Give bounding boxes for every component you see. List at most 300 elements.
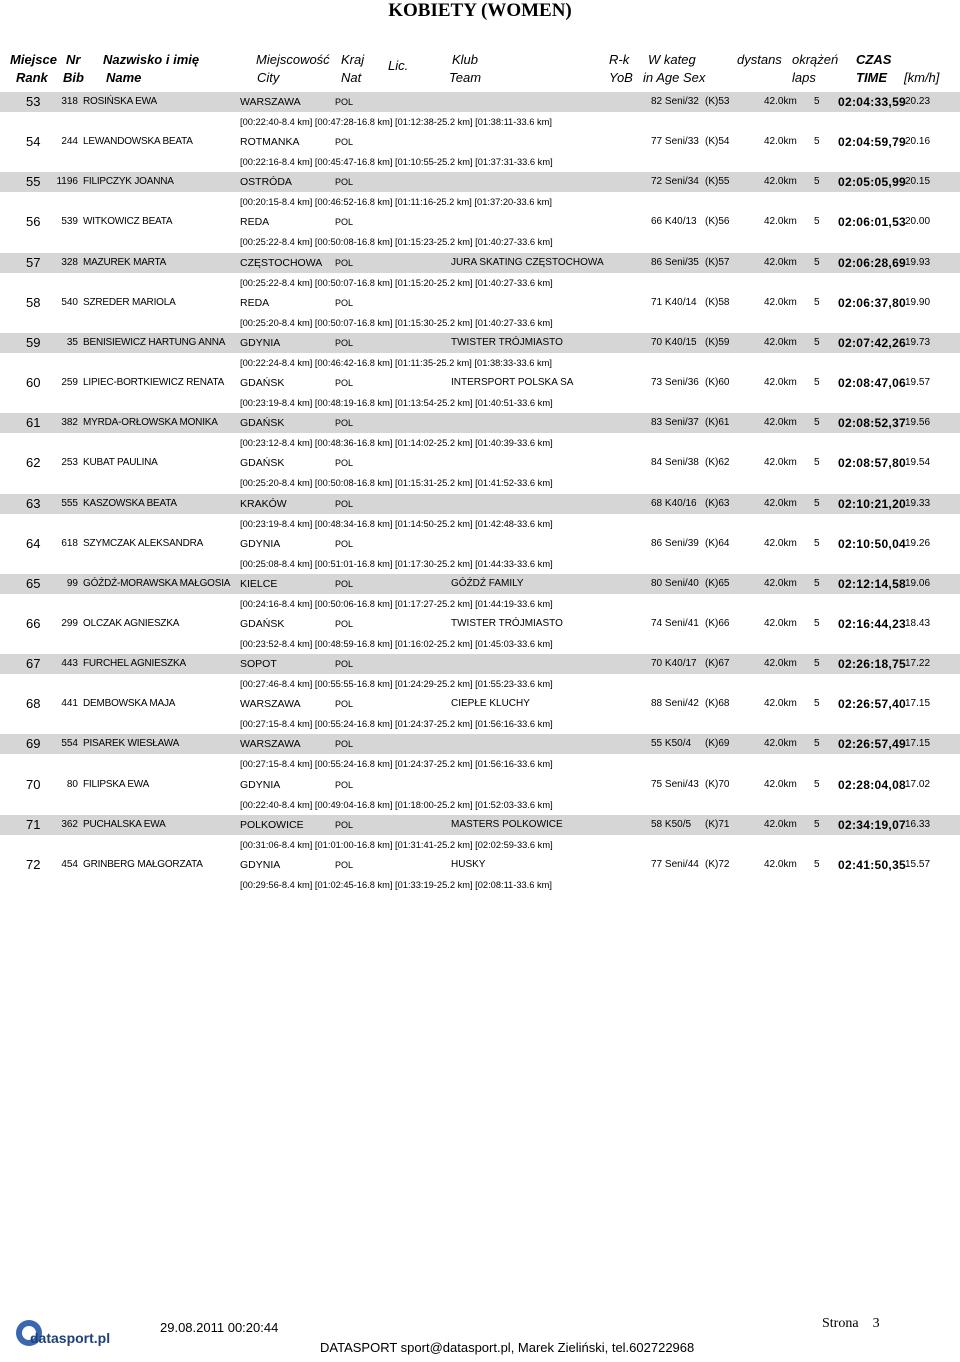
col-rank: Rank: [16, 70, 48, 85]
cell-splits: [00:23:52-8.4 km] [00:48:59-16.8 km] [01:16:02-25.2 km] [01:45:03-33.6 km]: [240, 638, 553, 649]
cell-splits: [00:25:22-8.4 km] [00:50:07-16.8 km] [01:15:20-25.2 km] [01:40:27-33.6 km]: [240, 277, 553, 288]
cell-dist: 42.0km: [764, 377, 797, 389]
cell-nat: POL: [335, 659, 354, 670]
cell-nat: POL: [335, 217, 354, 228]
cell-nat: POL: [335, 337, 354, 348]
cell-laps: 5: [814, 698, 820, 710]
cell-bib: 253: [61, 457, 78, 469]
cell-name: OLCZAK AGNIESZKA: [83, 617, 180, 629]
cell-city: GDAŃSK: [240, 417, 285, 430]
cell-laps: 5: [814, 577, 820, 589]
cell-rank: 54: [26, 134, 41, 150]
cell-nat: POL: [335, 739, 354, 750]
cell-time: 02:10:21,20: [838, 496, 907, 511]
cell-rank: 61: [26, 415, 41, 431]
table-row: [0, 694, 960, 734]
col-time: TIME: [856, 70, 888, 85]
cell-rank: 55: [26, 174, 41, 190]
cell-rank: 53: [26, 94, 41, 109]
cell-nat: POL: [335, 699, 354, 710]
cell-place: (K)58: [705, 296, 730, 308]
cell-dist: 42.0km: [764, 336, 797, 348]
cell-dist: 42.0km: [764, 738, 797, 750]
cell-rank: 56: [26, 214, 41, 230]
cell-name: SZYMCZAK ALEKSANDRA: [83, 537, 204, 549]
page-footer: [0, 1300, 960, 1362]
cell-speed: 20.23: [905, 96, 931, 107]
cell-laps: 5: [814, 778, 820, 790]
cell-splits: [00:25:08-8.4 km] [00:51:01-16.8 km] [01:17:30-25.2 km] [01:44:33-33.6 km]: [240, 558, 553, 569]
cell-nat: POL: [335, 779, 354, 790]
col-rk: R-k: [609, 52, 630, 67]
cell-name: MYRDA-ORŁOWSKA MONIKA: [83, 417, 218, 429]
table-row: [0, 453, 960, 493]
col-bib: Bib: [63, 70, 84, 85]
cell-laps: 5: [814, 377, 820, 389]
cell-nat: POL: [335, 257, 354, 268]
cell-rank: 60: [26, 375, 41, 391]
cell-city: KRAKÓW: [240, 497, 287, 510]
col-name: Name: [106, 70, 142, 85]
cell-nat: POL: [335, 137, 354, 148]
cell-bib: 362: [61, 818, 78, 830]
cell-place: (K)57: [705, 256, 730, 268]
cell-dist: 42.0km: [764, 778, 797, 790]
col-nazwisko: Nazwisko i imię: [103, 52, 200, 67]
table-row: [0, 855, 960, 895]
cell-dist: 42.0km: [764, 96, 797, 107]
cell-bib: 244: [61, 136, 78, 148]
cell-team: CIEPŁE KLUCHY: [451, 698, 530, 710]
cell-name: LEWANDOWSKA BEATA: [83, 136, 193, 148]
cell-laps: 5: [814, 658, 820, 670]
cell-cat: 82 Seni/32: [651, 96, 699, 107]
cell-nat: POL: [335, 378, 354, 389]
cell-place: (K)69: [705, 738, 730, 750]
cell-city: GDYNIA: [240, 778, 281, 791]
col-kmh: [km/h]: [904, 70, 940, 85]
col-city: City: [257, 70, 280, 85]
cell-city: CZĘSTOCHOWA: [240, 256, 323, 269]
cell-name: LIPIEC-BORTKIEWICZ RENATA: [83, 377, 225, 389]
table-row: [0, 212, 960, 252]
cell-bib: 454: [61, 858, 78, 870]
table-row: [0, 132, 960, 172]
cell-nat: POL: [335, 819, 354, 830]
cell-cat: 74 Seni/41: [651, 617, 699, 629]
cell-place: (K)71: [705, 818, 730, 830]
cell-dist: 42.0km: [764, 216, 797, 228]
cell-speed: 17.15: [905, 698, 931, 710]
cell-city: GDYNIA: [240, 858, 281, 871]
cell-city: REDA: [240, 216, 270, 229]
cell-nat: POL: [335, 618, 354, 629]
cell-nat: POL: [335, 538, 354, 549]
cell-nat: POL: [335, 498, 354, 509]
cell-rank: 68: [26, 696, 41, 712]
cell-time: 02:08:57,80: [838, 456, 907, 471]
cell-laps: 5: [814, 537, 820, 549]
col-agesex: in Age Sex: [643, 70, 706, 85]
cell-speed: 20.16: [905, 136, 931, 148]
cell-place: (K)62: [705, 457, 730, 469]
cell-rank: 58: [26, 294, 41, 310]
col-team: Team: [449, 70, 482, 85]
cell-laps: 5: [814, 216, 820, 228]
table-row: [0, 253, 960, 293]
cell-cat: 70 K40/15: [651, 336, 697, 348]
cell-place: (K)55: [705, 176, 730, 188]
cell-time: 02:26:57,49: [838, 737, 907, 752]
col-wkateg: W kateg: [648, 52, 696, 67]
cell-cat: 84 Seni/38: [651, 457, 699, 469]
cell-bib: 618: [61, 537, 78, 549]
cell-team: TWISTER TRÓJMIASTO: [451, 336, 563, 348]
cell-laps: 5: [814, 858, 820, 870]
cell-time: 02:26:57,40: [838, 697, 907, 712]
cell-laps: 5: [814, 818, 820, 830]
cell-time: 02:16:44,23: [838, 616, 907, 631]
cell-splits: [00:25:22-8.4 km] [00:50:08-16.8 km] [01:15:23-25.2 km] [01:40:27-33.6 km]: [240, 237, 553, 248]
cell-bib: 540: [61, 296, 78, 308]
cell-bib: 35: [66, 336, 78, 348]
cell-speed: 17.02: [905, 778, 931, 790]
cell-place: (K)61: [705, 417, 730, 429]
table-row: [0, 413, 960, 453]
col-okrazen: okrążeń: [792, 52, 839, 67]
table-row: [0, 815, 960, 855]
cell-speed: 16.33: [905, 818, 931, 830]
cell-cat: 77 Seni/33: [651, 136, 699, 148]
cell-nat: POL: [335, 458, 354, 469]
col-klub: Klub: [452, 52, 479, 67]
cell-speed: 17.15: [905, 738, 931, 750]
cell-cat: 83 Seni/37: [651, 417, 699, 429]
cell-name: ROSIŃSKA EWA: [83, 96, 157, 107]
cell-speed: 19.73: [905, 336, 931, 348]
cell-speed: 19.57: [905, 377, 931, 389]
table-row: [0, 654, 960, 694]
page-indicator: [822, 1316, 880, 1332]
cell-laps: 5: [814, 497, 820, 509]
cell-place: (K)72: [705, 858, 730, 870]
cell-time: 02:10:50,04: [838, 536, 907, 551]
table-row: [0, 534, 960, 574]
cell-laps: 5: [814, 457, 820, 469]
cell-speed: 19.93: [905, 256, 931, 268]
contact-info: DATASPORT sport@datasport.pl, Marek Zieliński, tel.602722968: [320, 1340, 695, 1355]
cell-rank: 67: [26, 656, 41, 672]
col-laps: laps: [792, 70, 816, 85]
cell-cat: 58 K50/5: [651, 818, 692, 830]
cell-dist: 42.0km: [764, 698, 797, 710]
cell-nat: POL: [335, 97, 354, 107]
page-label: Strona: [822, 1316, 859, 1331]
cell-cat: 73 Seni/36: [651, 377, 699, 389]
cell-place: (K)67: [705, 658, 730, 670]
cell-time: 02:08:47,06: [838, 376, 907, 391]
cell-laps: 5: [814, 336, 820, 348]
cell-city: OSTRÓDA: [240, 176, 292, 189]
cell-dist: 42.0km: [764, 577, 797, 589]
cell-bib: 1196: [56, 176, 78, 188]
cell-nat: POL: [335, 297, 354, 308]
cell-city: GDAŃSK: [240, 617, 285, 630]
cell-cat: 88 Seni/42: [651, 698, 699, 710]
cell-place: (K)70: [705, 778, 730, 790]
cell-time: 02:05:05,99: [838, 175, 907, 190]
cell-rank: 72: [26, 856, 41, 872]
cell-rank: 66: [26, 615, 41, 631]
table-row: [0, 574, 960, 614]
cell-splits: [00:31:06-8.4 km] [01:01:00-16.8 km] [01:31:41-25.2 km] [02:02:59-33.6 km]: [240, 839, 553, 850]
cell-name: GRINBERG MAŁGORZATA: [83, 858, 203, 870]
cell-name: DEMBOWSKA MAJA: [83, 698, 176, 710]
cell-name: PISAREK WIESŁAWA: [83, 738, 180, 750]
cell-city: GDAŃSK: [240, 457, 285, 470]
cell-splits: [00:25:20-8.4 km] [00:50:08-16.8 km] [01:15:31-25.2 km] [01:41:52-33.6 km]: [240, 478, 553, 489]
cell-city: ROTMANKA: [240, 136, 300, 149]
cell-splits: [00:23:19-8.4 km] [00:48:19-16.8 km] [01:13:54-25.2 km] [01:40:51-33.6 km]: [240, 398, 553, 409]
cell-time: 02:26:18,75: [838, 657, 907, 672]
cell-team: GÓŹDŹ FAMILY: [451, 577, 524, 589]
cell-dist: 42.0km: [764, 256, 797, 268]
cell-place: (K)60: [705, 377, 730, 389]
cell-splits: [00:23:19-8.4 km] [00:48:34-16.8 km] [01:14:50-25.2 km] [01:42:48-33.6 km]: [240, 518, 553, 529]
cell-bib: 382: [61, 417, 78, 429]
col-yob: YoB: [609, 70, 633, 85]
cell-splits: [00:25:20-8.4 km] [00:50:07-16.8 km] [01:15:30-25.2 km] [01:40:27-33.6 km]: [240, 317, 553, 328]
cell-dist: 42.0km: [764, 136, 797, 148]
cell-laps: 5: [814, 96, 820, 107]
cell-speed: 18.43: [905, 617, 931, 629]
cell-splits: [00:22:40-8.4 km] [00:49:04-16.8 km] [01:18:00-25.2 km] [01:52:03-33.6 km]: [240, 799, 553, 810]
cell-time: 02:28:04,08: [838, 777, 907, 792]
cell-splits: [00:27:15-8.4 km] [00:55:24-16.8 km] [01:24:37-25.2 km] [01:56:16-33.6 km]: [240, 719, 553, 730]
cell-rank: 57: [26, 254, 41, 270]
cell-place: (K)65: [705, 577, 730, 589]
col-nr: Nr: [66, 52, 81, 67]
cell-name: PUCHALSKA EWA: [83, 818, 166, 830]
cell-team: JURA SKATING CZĘSTOCHOWA: [451, 256, 604, 268]
table-row: [0, 775, 960, 815]
cell-dist: 42.0km: [764, 497, 797, 509]
cell-place: (K)64: [705, 537, 730, 549]
cell-name: FURCHEL AGNIESZKA: [83, 658, 186, 670]
cell-time: 02:04:59,79: [838, 135, 907, 150]
cell-bib: 441: [61, 698, 78, 710]
table-row: [0, 92, 960, 132]
table-row: [0, 373, 960, 413]
cell-nat: POL: [335, 177, 354, 188]
cell-dist: 42.0km: [764, 417, 797, 429]
cell-laps: 5: [814, 417, 820, 429]
cell-cat: 80 Seni/40: [651, 577, 699, 589]
page-title: KOBIETY (WOMEN): [388, 0, 572, 21]
cell-rank: 65: [26, 575, 41, 591]
cell-speed: 19.33: [905, 497, 931, 509]
print-timestamp: 29.08.2011 00:20:44: [160, 1320, 279, 1335]
col-lic: Lic.: [388, 58, 409, 73]
logo-text: datasport.pl: [30, 1330, 111, 1346]
col-dystans: dystans: [737, 52, 782, 67]
table-row: [0, 333, 960, 373]
cell-team: INTERSPORT POLSKA SA: [451, 377, 574, 389]
cell-speed: 19.54: [905, 457, 931, 469]
cell-time: 02:04:33,59: [838, 95, 907, 109]
cell-rank: 70: [26, 776, 41, 792]
cell-city: POLKOWICE: [240, 818, 304, 831]
cell-city: WARSZAWA: [240, 698, 301, 711]
cell-splits: [00:27:46-8.4 km] [00:55:55-16.8 km] [01:24:29-25.2 km] [01:55:23-33.6 km]: [240, 679, 553, 690]
cell-splits: [00:20:15-8.4 km] [00:46:52-16.8 km] [01:11:16-25.2 km] [01:37:20-33.6 km]: [240, 197, 552, 208]
cell-dist: 42.0km: [764, 296, 797, 308]
cell-rank: 69: [26, 736, 41, 752]
cell-cat: 77 Seni/44: [651, 858, 699, 870]
cell-time: 02:07:42,26: [838, 335, 907, 350]
cell-splits: [00:23:12-8.4 km] [00:48:36-16.8 km] [01:14:02-25.2 km] [01:40:39-33.6 km]: [240, 438, 553, 449]
cell-dist: 42.0km: [764, 858, 797, 870]
cell-place: (K)59: [705, 336, 730, 348]
cell-city: WARSZAWA: [240, 96, 301, 108]
cell-name: MAZUREK MARTA: [83, 256, 167, 268]
cell-laps: 5: [814, 617, 820, 629]
table-row: [0, 614, 960, 654]
cell-nat: POL: [335, 578, 354, 589]
cell-bib: 318: [61, 96, 78, 107]
cell-dist: 42.0km: [764, 658, 797, 670]
cell-team: MASTERS POLKOWICE: [451, 818, 563, 830]
cell-speed: 15.57: [905, 858, 931, 870]
cell-speed: 20.00: [905, 216, 931, 228]
cell-cat: 71 K40/14: [651, 296, 697, 308]
cell-bib: 99: [66, 577, 78, 589]
cell-bib: 328: [61, 256, 78, 268]
cell-place: (K)54: [705, 136, 730, 148]
cell-city: GDYNIA: [240, 537, 281, 550]
cell-splits: [00:29:56-8.4 km] [01:02:45-16.8 km] [01:33:19-25.2 km] [02:08:11-33.6 km]: [240, 879, 552, 890]
cell-bib: 539: [61, 216, 78, 228]
cell-rank: 63: [26, 495, 41, 511]
cell-bib: 259: [61, 377, 78, 389]
cell-time: 02:08:52,37: [838, 416, 907, 431]
cell-name: KASZOWSKA BEATA: [83, 497, 177, 509]
cell-cat: 72 Seni/34: [651, 176, 699, 188]
cell-cat: 75 Seni/43: [651, 778, 699, 790]
cell-rank: 62: [26, 455, 41, 471]
cell-time: 02:06:37,80: [838, 295, 907, 310]
cell-splits: [00:22:16-8.4 km] [00:45:47-16.8 km] [01:10:55-25.2 km] [01:37:31-33.6 km]: [240, 157, 553, 168]
cell-city: REDA: [240, 296, 270, 309]
cell-cat: 55 K50/4: [651, 738, 692, 750]
cell-laps: 5: [814, 738, 820, 750]
table-row: [0, 494, 960, 534]
page-number: 3: [872, 1316, 880, 1331]
cell-time: 02:06:01,53: [838, 215, 907, 230]
cell-rank: 64: [26, 535, 41, 551]
cell-name: WITKOWICZ BEATA: [83, 216, 173, 228]
cell-name: GÓŹDŹ-MORAWSKA MAŁGOSIA: [83, 577, 231, 589]
cell-speed: 19.56: [905, 417, 931, 429]
cell-place: (K)53: [705, 96, 730, 107]
cell-city: KIELCE: [240, 577, 278, 590]
cell-speed: 19.90: [905, 296, 931, 308]
cell-speed: 17.22: [905, 658, 931, 670]
cell-cat: 86 Seni/39: [651, 537, 699, 549]
cell-team: TWISTER TRÓJMIASTO: [451, 617, 563, 629]
cell-nat: POL: [335, 418, 354, 429]
cell-cat: 66 K40/13: [651, 216, 697, 228]
cell-bib: 555: [61, 497, 78, 509]
cell-team: HUSKY: [451, 858, 486, 870]
table-row: [0, 293, 960, 333]
cell-dist: 42.0km: [764, 176, 797, 188]
table-header: [0, 52, 960, 92]
cell-dist: 42.0km: [764, 818, 797, 830]
col-miejsce: Miejsce: [10, 52, 57, 67]
cell-speed: 19.26: [905, 537, 931, 549]
cell-time: 02:06:28,69: [838, 255, 907, 270]
col-miejscowosc: Miejscowość: [256, 52, 330, 67]
cell-name: BENISIEWICZ HARTUNG ANNA: [83, 336, 226, 348]
cell-splits: [00:27:15-8.4 km] [00:55:24-16.8 km] [01:24:37-25.2 km] [01:56:16-33.6 km]: [240, 759, 553, 770]
cell-bib: 299: [61, 617, 78, 629]
cell-nat: POL: [335, 859, 354, 870]
cell-city: SOPOT: [240, 658, 277, 671]
col-czas: CZAS: [856, 52, 892, 67]
cell-splits: [00:22:40-8.4 km] [00:47:28-16.8 km] [01:12:38-25.2 km] [01:38:11-33.6 km]: [240, 117, 552, 127]
cell-cat: 68 K40/16: [651, 497, 697, 509]
col-kraj: Kraj: [341, 52, 365, 67]
cell-rank: 59: [26, 334, 41, 350]
cell-place: (K)66: [705, 617, 730, 629]
datasport-logo: [14, 1316, 111, 1354]
cell-place: (K)56: [705, 216, 730, 228]
cell-splits: [00:24:16-8.4 km] [00:50:06-16.8 km] [01:17:27-25.2 km] [01:44:19-33.6 km]: [240, 598, 553, 609]
cell-rank: 71: [26, 816, 41, 832]
cell-speed: 19.06: [905, 577, 931, 589]
cell-dist: 42.0km: [764, 617, 797, 629]
cell-city: GDAŃSK: [240, 377, 285, 390]
cell-cat: 70 K40/17: [651, 658, 697, 670]
table-row: [0, 734, 960, 774]
cell-dist: 42.0km: [764, 457, 797, 469]
cell-name: SZREDER MARIOLA: [83, 296, 176, 308]
cell-time: 02:41:50,35: [838, 857, 907, 872]
cell-bib: 554: [61, 738, 78, 750]
table-row: [0, 172, 960, 212]
cell-laps: 5: [814, 256, 820, 268]
cell-laps: 5: [814, 176, 820, 188]
cell-speed: 20.15: [905, 176, 931, 188]
cell-place: (K)63: [705, 497, 730, 509]
cell-city: WARSZAWA: [240, 738, 301, 751]
cell-splits: [00:22:24-8.4 km] [00:46:42-16.8 km] [01:11:35-25.2 km] [01:38:33-33.6 km]: [240, 357, 552, 368]
cell-name: FILIPCZYK JOANNA: [83, 176, 174, 188]
col-nat: Nat: [341, 70, 362, 85]
cell-bib: 80: [66, 778, 78, 790]
cell-laps: 5: [814, 136, 820, 148]
cell-laps: 5: [814, 296, 820, 308]
cell-time: 02:34:19,07: [838, 817, 907, 832]
cell-city: GDYNIA: [240, 336, 281, 349]
cell-name: KUBAT PAULINA: [83, 457, 158, 469]
cell-name: FILIPSKA EWA: [83, 778, 150, 790]
cell-place: (K)68: [705, 698, 730, 710]
cell-bib: 443: [61, 658, 78, 670]
cell-time: 02:12:14,58: [838, 576, 907, 591]
cell-dist: 42.0km: [764, 537, 797, 549]
